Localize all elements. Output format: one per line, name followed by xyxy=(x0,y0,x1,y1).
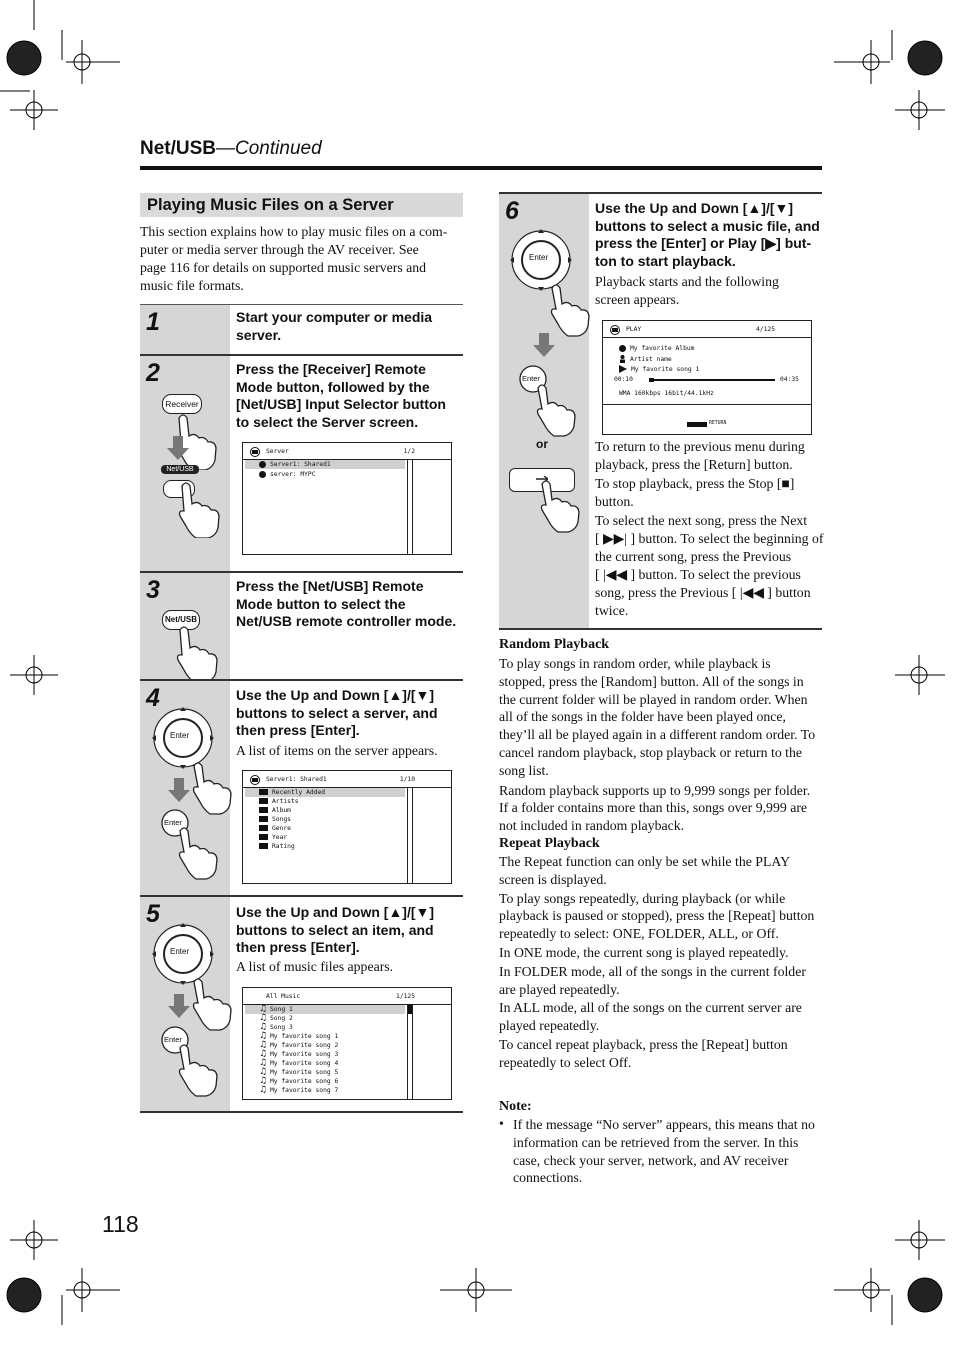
return-label: RETURN xyxy=(709,421,727,426)
intro-line: This section explains how to play music files on a com- xyxy=(140,224,448,239)
text-line: playback is paused or stopped), press the [Repeat] button xyxy=(499,908,815,924)
note-line: the current song, press the Previous xyxy=(595,549,792,564)
title-line: buttons to select a server, and xyxy=(236,704,438,721)
note-line: playback, press the [Return] button. xyxy=(595,457,793,472)
net-usb-label: Net/USB xyxy=(161,465,199,474)
list-item[interactable] xyxy=(259,1050,338,1059)
network-icon xyxy=(249,774,261,785)
list-item[interactable] xyxy=(259,1086,338,1095)
artist-icon xyxy=(619,355,626,363)
divider xyxy=(603,404,811,405)
step-5-title xyxy=(236,904,434,957)
note-bullet: • xyxy=(499,1116,504,1131)
elapsed-time: 00:10 xyxy=(614,376,633,383)
title-line: Net/USB remote controller mode. xyxy=(236,613,457,629)
item-label: My favorite song 2 xyxy=(270,1042,339,1049)
title-line: Use the Up and Down [▲]/[▼] xyxy=(236,687,435,703)
music-note-icon: ♫ xyxy=(259,1031,268,1041)
network-icon xyxy=(609,324,621,335)
screen-title: Server1: Shared1 xyxy=(266,776,327,783)
enter-label: Enter xyxy=(164,1035,182,1044)
title-line: then press [Enter]. xyxy=(236,722,360,738)
list-item[interactable] xyxy=(259,833,287,842)
list-item[interactable] xyxy=(259,1032,338,1041)
intro-line: music file formats. xyxy=(140,278,244,293)
music-note-icon: ♫ xyxy=(259,1013,268,1023)
text-line: all of the songs in the folder have been played once, xyxy=(499,709,786,725)
step-6-title xyxy=(595,200,820,270)
note-line: To return to the previous menu during xyxy=(595,439,805,454)
or-label: or xyxy=(536,437,548,451)
item-label: Recently Added xyxy=(272,789,326,796)
text-line: To cancel repeat playback, press the [Repeat] button xyxy=(499,1036,788,1052)
text-line: screen appears. xyxy=(595,292,680,307)
item-label: Song 2 xyxy=(270,1015,293,1022)
text-line: information can be retrieved from the server. In this xyxy=(513,1134,799,1150)
title-line: ton to start playback. xyxy=(595,252,736,269)
item-label: Year xyxy=(272,834,288,841)
scrollbar-line xyxy=(412,1004,413,1099)
pressing-hand-icon xyxy=(542,282,592,338)
progress-fill xyxy=(649,378,654,382)
title-line: server. xyxy=(236,326,282,343)
text-line: not included in random playback. xyxy=(499,818,685,834)
item-label: My favorite song 6 xyxy=(270,1078,339,1085)
title-line: [Net/USB] Input Selector button xyxy=(236,396,446,412)
text-line: repeatedly to select: ONE, FOLDER, ALL, or Off. xyxy=(499,926,779,942)
item-label: Songs xyxy=(272,816,291,823)
arrow-down-icon xyxy=(532,333,556,357)
list-item[interactable] xyxy=(259,1059,338,1068)
enter-label: Enter xyxy=(170,731,190,740)
title-line: Use the Up and Down [▲]/[▼] xyxy=(595,200,794,216)
title-line: to select the Server screen. xyxy=(236,413,419,430)
server-screen xyxy=(242,442,452,555)
title-line: Mode button to select the xyxy=(236,595,406,612)
title-line: buttons to select an item, and xyxy=(236,921,434,938)
note-line: button. xyxy=(595,494,634,509)
list-item[interactable] xyxy=(245,460,405,469)
title-line: press the [Enter] or Play [▶] but- xyxy=(595,235,812,251)
title-line: then press [Enter]. xyxy=(236,939,360,955)
title-line: buttons to select a music file, and xyxy=(595,217,820,234)
list-item[interactable] xyxy=(259,1041,338,1050)
folder-icon xyxy=(259,789,268,795)
header-continued: —Continued xyxy=(216,138,322,159)
step-divider xyxy=(140,1111,463,1113)
screen-header xyxy=(243,988,451,1005)
item-label: My favorite song 7 xyxy=(270,1087,339,1094)
screen-title: PLAY xyxy=(626,326,642,333)
screen-title: All Music xyxy=(266,993,301,1000)
scrollbar-line xyxy=(407,787,408,883)
item-label: Song 3 xyxy=(270,1024,293,1031)
title-line: Press the [Net/USB] Remote xyxy=(236,578,424,594)
step-1-title xyxy=(236,309,432,344)
pressing-hand-icon xyxy=(184,976,234,1032)
text-line: they’ll all be played again in a different random order. To xyxy=(499,727,816,743)
server-icon xyxy=(259,461,266,468)
note-line: [ ▶▶| ] button. To select the beginning of xyxy=(595,531,824,546)
screen-page: 1/125 xyxy=(396,993,415,1000)
return-key-icon xyxy=(687,422,707,427)
step-4-title xyxy=(236,687,438,740)
text-line: If a folder contains more than this, songs over 9,999 are xyxy=(499,800,808,816)
text-line: If the message “No server” appears, this means that no xyxy=(513,1117,815,1132)
text-line: Random playback supports up to 9,999 songs per folder. xyxy=(499,782,811,798)
item-label: My favorite song 4 xyxy=(270,1060,339,1067)
item-label: Genre xyxy=(272,825,291,832)
screen-page: 4/125 xyxy=(756,326,775,333)
net-usb-mode-button[interactable]: Net/USB xyxy=(162,610,200,630)
note-heading: Note: xyxy=(499,1099,532,1114)
screen-page: 1/10 xyxy=(399,776,415,783)
section-title: Playing Music Files on a Server xyxy=(140,193,463,217)
title-line: Start your computer or media xyxy=(236,309,433,325)
pressing-hand-icon xyxy=(528,382,578,438)
step-3-number: 3 xyxy=(146,576,160,604)
song-row xyxy=(619,365,699,374)
step-4-number: 4 xyxy=(146,684,160,712)
title-line: Mode button, followed by the xyxy=(236,378,430,395)
list-item[interactable] xyxy=(259,824,291,833)
step-3-title xyxy=(236,578,456,631)
note-line: To select the next song, press the Next xyxy=(595,513,808,528)
server-icon xyxy=(259,471,266,478)
text-line: In ONE mode, the current song is played repeatedly. xyxy=(499,944,789,960)
artist-row xyxy=(619,355,672,364)
scrollbar-line xyxy=(412,787,413,883)
text-line: The Repeat function can only be set while the PLAY xyxy=(499,854,791,869)
arrow-down-icon xyxy=(167,994,191,1018)
folder-icon xyxy=(259,843,268,849)
audio-format: WMA 160kbps 16bit/44.1kHz xyxy=(619,390,714,397)
text-line: repeatedly to select Off. xyxy=(499,1054,632,1070)
step-6-text xyxy=(595,273,779,309)
total-time: 04:35 xyxy=(780,376,799,383)
item-label: server: MYPC xyxy=(270,471,316,478)
music-note-icon: ♫ xyxy=(259,1049,268,1059)
list-item[interactable] xyxy=(259,1077,338,1086)
pressing-hand-icon xyxy=(166,622,226,682)
text-line: stopped, press the [Random] button. All of the songs in xyxy=(499,673,804,689)
list-item[interactable] xyxy=(259,815,291,824)
play-screen xyxy=(602,320,812,435)
item-label: Song 1 xyxy=(270,1006,293,1013)
repeat-heading: Repeat Playback xyxy=(499,836,600,851)
pressing-hand-icon xyxy=(170,825,220,881)
text-line: connections. xyxy=(513,1170,583,1186)
page-header xyxy=(140,138,322,160)
step-1-number: 1 xyxy=(146,308,160,336)
enter-label: Enter xyxy=(164,818,182,827)
list-item[interactable] xyxy=(259,806,291,815)
folder-icon xyxy=(259,834,268,840)
artist-name: Artist name xyxy=(630,356,672,363)
play-icon xyxy=(619,365,627,373)
folder-icon xyxy=(259,816,268,822)
list-item[interactable] xyxy=(259,797,299,806)
folder-icon xyxy=(259,798,268,804)
item-label: Artists xyxy=(272,798,299,805)
header-rule xyxy=(140,166,822,170)
item-label: My favorite song 5 xyxy=(270,1069,339,1076)
intro-line: page 116 for details on supported music servers and xyxy=(140,260,427,275)
step-6-number: 6 xyxy=(505,197,519,225)
page-number: 118 xyxy=(102,1211,139,1237)
header-title: Net/USB xyxy=(140,138,217,159)
text-line: Playback starts and the following xyxy=(595,274,779,289)
album-row xyxy=(619,344,694,353)
title-line: Press the [Receiver] Remote xyxy=(236,361,426,377)
step-4-text: A list of items on the server appears. xyxy=(236,743,438,758)
folder-icon xyxy=(259,807,268,813)
note-line: [ |◀◀ ] button. To select the previous xyxy=(595,567,801,582)
scrollbar-line xyxy=(412,459,413,554)
step-2-title xyxy=(236,361,446,431)
music-note-icon: ♫ xyxy=(259,1067,268,1077)
list-item[interactable] xyxy=(245,788,405,797)
text-line: song list. xyxy=(499,762,549,778)
text-line: To play songs repeatedly, during playback (or while xyxy=(499,890,786,906)
screen-page: 1/2 xyxy=(403,448,415,455)
note-text xyxy=(513,1116,823,1187)
pressing-hand-icon xyxy=(184,760,234,816)
text-line: case, check your server, network, and AV receiver xyxy=(513,1152,789,1168)
random-text xyxy=(499,655,822,835)
text-line: are played repeatedly. xyxy=(499,981,620,997)
text-line: In FOLDER mode, all of the songs in the current folder xyxy=(499,963,806,979)
random-heading: Random Playback xyxy=(499,637,610,652)
note-line: song, press the Previous [ |◀◀ ] button xyxy=(595,585,811,600)
server-items-screen xyxy=(242,770,452,884)
network-icon xyxy=(249,446,261,457)
progress-bar[interactable] xyxy=(649,379,775,381)
enter-label: Enter xyxy=(522,374,540,383)
list-item[interactable] xyxy=(259,1068,338,1077)
step-2-number: 2 xyxy=(146,359,160,387)
text-line: To play songs in random order, while playback is xyxy=(499,656,771,671)
song-name: My favorite song 1 xyxy=(631,366,700,373)
screen-title: Server xyxy=(266,448,289,455)
list-item[interactable] xyxy=(259,842,295,851)
music-note-icon: ♫ xyxy=(259,1040,268,1050)
music-list-screen xyxy=(242,987,452,1100)
pressing-hand-icon xyxy=(170,1042,220,1098)
item-label: My favorite song 3 xyxy=(270,1051,339,1058)
text-line: screen is displayed. xyxy=(499,871,607,887)
step-6-notes xyxy=(595,438,824,620)
music-note-icon: ♫ xyxy=(259,1004,268,1014)
intro-text xyxy=(140,223,463,295)
item-label: Album xyxy=(272,807,291,814)
album-name: My favorite Album xyxy=(630,345,695,352)
repeat-text xyxy=(499,853,822,1072)
music-note-icon: ♫ xyxy=(259,1085,268,1095)
note-line: twice. xyxy=(595,603,629,618)
screen-header xyxy=(603,321,811,338)
step-5-number: 5 xyxy=(146,900,160,928)
scrollbar-line xyxy=(407,459,408,554)
step-divider xyxy=(499,628,822,630)
item-label: Rating xyxy=(272,843,295,850)
text-line: In ALL mode, all of the songs on the current server are xyxy=(499,1000,802,1016)
item-label: Server1: Shared1 xyxy=(270,461,331,468)
list-item[interactable] xyxy=(259,470,316,479)
music-note-icon: ♫ xyxy=(259,1022,268,1032)
step-5-text: A list of music files appears. xyxy=(236,959,394,974)
item-label: My favorite song 1 xyxy=(270,1033,339,1040)
pressing-hand-icon xyxy=(168,478,228,538)
pressing-hand-icon xyxy=(532,478,582,534)
text-line: the current folder will be played in random order. When xyxy=(499,691,808,707)
folder-icon xyxy=(259,825,268,831)
enter-label: Enter xyxy=(529,253,549,262)
album-icon xyxy=(619,345,626,352)
scrollbar-line xyxy=(407,1004,408,1099)
text-line: cancel random playback, stop playback or return to the xyxy=(499,744,803,760)
screen-header xyxy=(243,443,451,460)
receiver-button[interactable]: Receiver xyxy=(162,394,202,414)
intro-line: puter or media server through the AV receiver. See xyxy=(140,242,419,257)
list-item[interactable] xyxy=(245,1005,405,1014)
screen-header xyxy=(243,771,451,788)
music-note-icon: ♫ xyxy=(259,1058,268,1068)
music-note-icon: ♫ xyxy=(259,1076,268,1086)
arrow-down-icon xyxy=(167,778,191,802)
note-line: To stop playback, press the Stop [■] xyxy=(595,476,795,491)
enter-label: Enter xyxy=(170,947,190,956)
arrow-down-icon xyxy=(166,436,190,460)
title-line: Use the Up and Down [▲]/[▼] xyxy=(236,904,435,920)
text-line: played repeatedly. xyxy=(499,1018,600,1034)
